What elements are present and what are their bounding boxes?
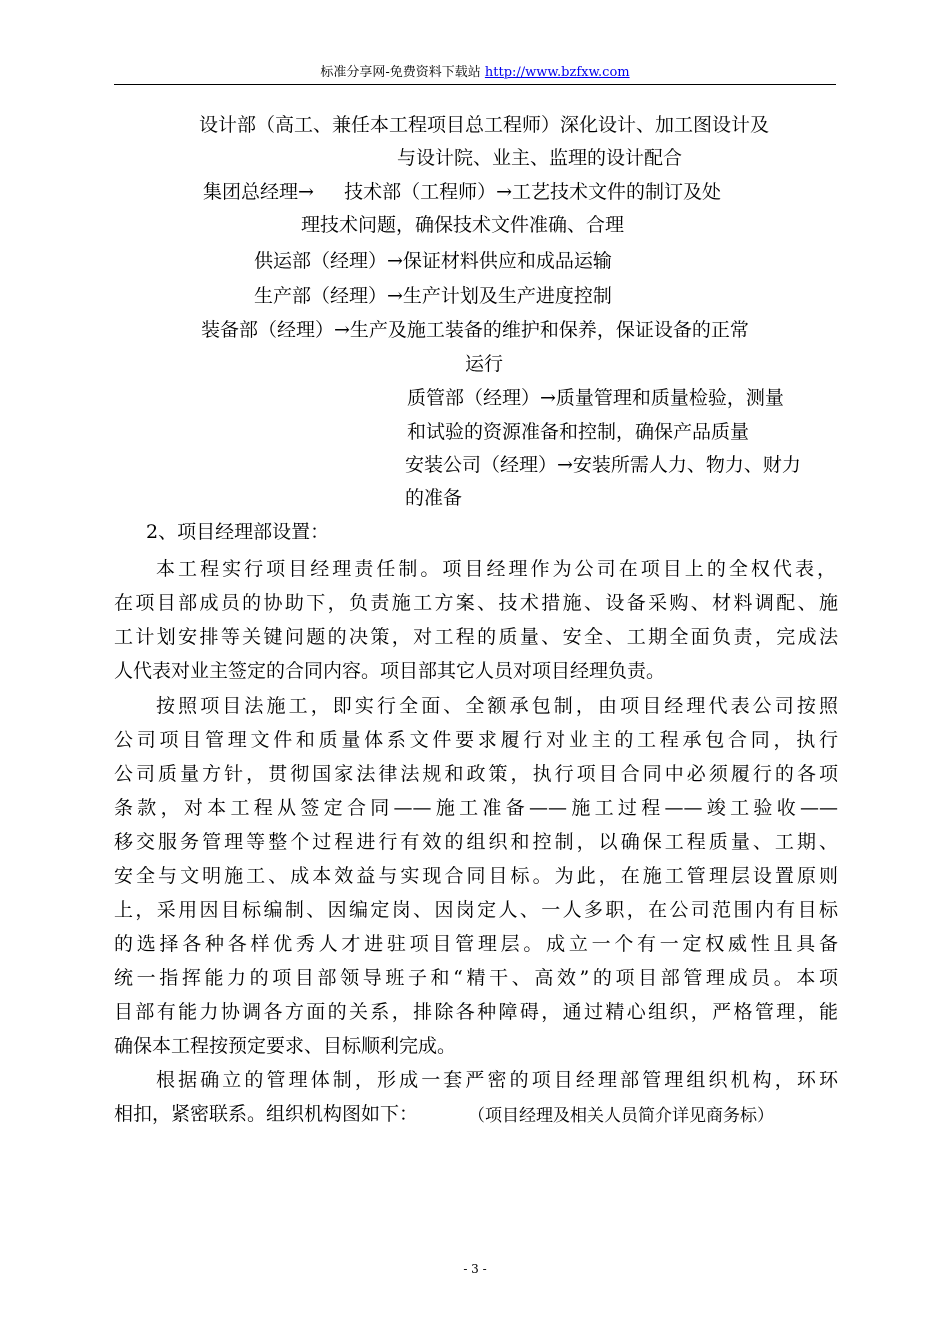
- page-header: [0, 64, 950, 82]
- para2-line: 目部有能力协调各方面的关系，排除各种障碍，通过精心组织，严格管理，能: [114, 1001, 838, 1023]
- org-line-design-dept: 设计部（高工、兼任本工程项目总工程师）深化设计、加工图设计及: [199, 114, 770, 136]
- para2-line: 公司项目管理文件和质量体系文件要求履行对业主的工程承包合同，执行: [114, 729, 838, 751]
- org-line-design-dept-cont: 与设计院、业主、监理的设计配合: [397, 147, 683, 169]
- para2-line: 上，采用因目标编制、因编定岗、因岗定人、一人多职，在公司范围内有目标: [114, 899, 838, 921]
- para3-line: 相扣，紧密联系。组织机构图如下：: [114, 1103, 419, 1125]
- para3-note: （项目经理及相关人员简介详见商务标）: [468, 1106, 774, 1126]
- para2-line: 确保本工程按预定要求、目标顺利完成。: [114, 1035, 457, 1057]
- org-line-equipment-dept: 装备部（经理）→生产及施工装备的维护和保养，保证设备的正常: [201, 319, 749, 341]
- org-line-production-dept: 生产部（经理）→生产计划及生产进度控制: [254, 285, 612, 307]
- org-line-install-company-cont: 的准备: [405, 487, 463, 509]
- org-line-quality-dept-cont: 和试验的资源准备和控制，确保产品质量: [407, 421, 750, 443]
- org-line-tech-dept-cont: 理技术问题，确保技术文件准确、合理: [301, 214, 625, 236]
- org-line-quality-dept: 质管部（经理）→质量管理和质量检验，测量: [407, 387, 784, 409]
- header-site-text: 标准分享网-免费资料下载站: [320, 65, 485, 80]
- para2-line: 安全与文明施工、成本效益与实现合同目标。为此，在施工管理层设置原则: [114, 865, 838, 887]
- para1-line: 本工程实行项目经理责任制。项目经理作为公司在项目上的全权代表，: [156, 558, 836, 580]
- para2-line: 按照项目法施工，即实行全面、全额承包制，由项目经理代表公司按照: [156, 695, 838, 717]
- para2-line: 公司质量方针，贯彻国家法律法规和政策，执行项目合同中必须履行的各项: [114, 763, 838, 785]
- header-rule: [114, 84, 836, 85]
- para2-line: 的选择各种各样优秀人才进驻项目管理层。成立一个有一定权威性且具备: [114, 933, 838, 955]
- para3-line: 根据确立的管理体制，形成一套严密的项目经理部管理组织机构，环环: [156, 1069, 838, 1091]
- org-line-group-manager: 集团总经理→ 技术部（工程师）→工艺技术文件的制订及处: [203, 181, 722, 203]
- org-line-equipment-dept-cont: 运行: [465, 353, 504, 375]
- para2-line: 统一指挥能力的项目部领导班子和“精干、高效”的项目部管理成员。本项: [114, 967, 838, 989]
- para2-line: 移交服务管理等整个过程进行有效的组织和控制，以确保工程质量、工期、: [114, 831, 838, 853]
- page-number: - 3 -: [463, 1262, 487, 1276]
- section-heading: 2、项目经理部设置：: [146, 521, 330, 543]
- para1-line: 人代表对业主签定的合同内容。项目部其它人员对项目经理负责。: [114, 660, 666, 682]
- para1-line: 工计划安排等关键问题的决策，对工程的质量、安全、工期全面负责，完成法: [114, 626, 838, 648]
- org-line-supply-dept: 供运部（经理）→保证材料供应和成品运输: [254, 250, 612, 272]
- para2-line: 条款，对本工程从签定合同——施工准备——施工过程——竣工验收——: [114, 797, 838, 819]
- header-site-link[interactable]: http://www.bzfxw.com: [484, 65, 630, 80]
- org-line-install-company: 安装公司（经理）→安装所需人力、物力、财力: [405, 454, 801, 476]
- para1-line: 在项目部成员的协助下，负责施工方案、技术措施、设备采购、材料调配、施: [114, 592, 838, 614]
